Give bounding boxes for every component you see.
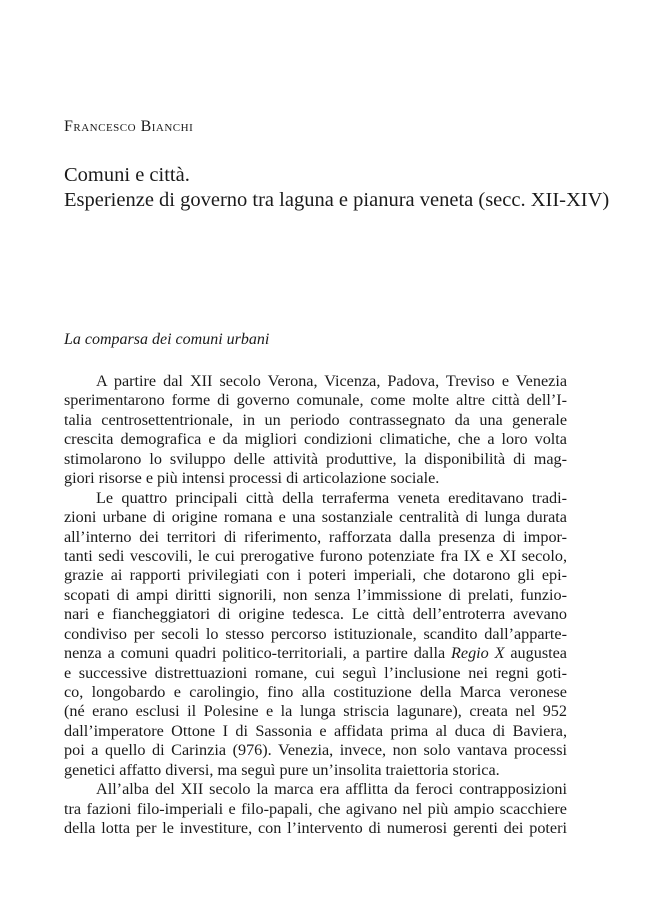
chapter-title [64,163,610,213]
text-line: (né erano esclusi il Polesine e la lunga striscia lagunare), creata nel 952 [64,702,567,721]
text-line: Le quattro principali città della terraferma veneta ereditavano tradi- [96,488,567,507]
text-line: All’alba del XII secolo la marca era afflitta da feroci contrapposizioni [96,780,567,799]
text-line: grazie ai rapporti privilegiati con i poteri imperiali, che dotarono gli epi- [64,566,567,585]
chapter-title-line-2: Esperienze di governo tra laguna e pianura veneta (secc. XII-XIV) [64,189,610,211]
text-segment: nenza a comuni quadri politico-territoriali, a partire dalla [64,644,452,663]
text-line: stimolarono lo sviluppo delle attività produttive, la disponibilità di mag- [64,449,567,468]
text-line [64,644,567,663]
text-line: sperimentarono forme di governo comunale, come molte altre città dell’I- [64,391,567,410]
text-line: genetici affatto diversi, ma seguì pure un’insolita traiettoria storica. [64,760,500,779]
text-line: nari e fiancheggiatori di origine tedesca. Le città dell’entroterra avevano [64,605,567,624]
text-line: tanti sedi vescovili, le cui prerogative furono potenziate fra IX e XI secolo, [64,546,567,565]
text-line: dall’imperatore Ottone I di Sassonia e affidata prima al duca di Baviera, [64,721,567,740]
text-line: poi a quello di Carinzia (976). Venezia, invece, non solo vantava processi [64,741,567,760]
body-text [64,372,567,839]
text-line: all’interno dei territori di riferimento, rafforzata dalla presenza di impor- [64,527,567,546]
text-line: co, longobardo e carolingio, fino alla costituzione della Marca veronese [64,683,567,701]
text-segment: augustea [504,644,567,663]
text-line: della lotta per le investiture, con l’intervento di numerosi gerenti dei poteri [64,819,567,838]
text-line: tra fazioni filo-imperiali e filo-papali, che agivano nel più ampio scacchiere [64,799,567,818]
text-line: crescita demografica e da migliori condizioni climatiche, che a loro volta [64,430,567,449]
section-heading: La comparsa dei comuni urbani [64,331,270,348]
text-line: zioni urbane di origine romana e una sostanziale centralità di lunga durata [64,508,567,527]
text-line: e successive distrettuazioni romane, cui seguì l’inclusione nei regni goti- [64,663,567,682]
text-line: talia centrosettentrionale, in un periodo contrassegnato da una generale [64,410,567,429]
regio-x-italic: Regio X [451,644,505,663]
author-name: Francesco Bianchi [64,118,194,135]
text-line: condiviso per secoli lo stesso percorso istituzionale, scandito dall’apparte- [64,624,567,643]
text-line: A partire dal XII secolo Verona, Vicenza, Padova, Treviso e Venezia [96,372,567,390]
text-line: giori risorse e più intensi processi di articolazione sociale. [64,469,440,488]
chapter-title-line-1: Comuni e città. [64,164,190,186]
text-line: scopati di ampi diritti signorili, non senza l’immissione di prelati, funzio- [64,585,567,604]
